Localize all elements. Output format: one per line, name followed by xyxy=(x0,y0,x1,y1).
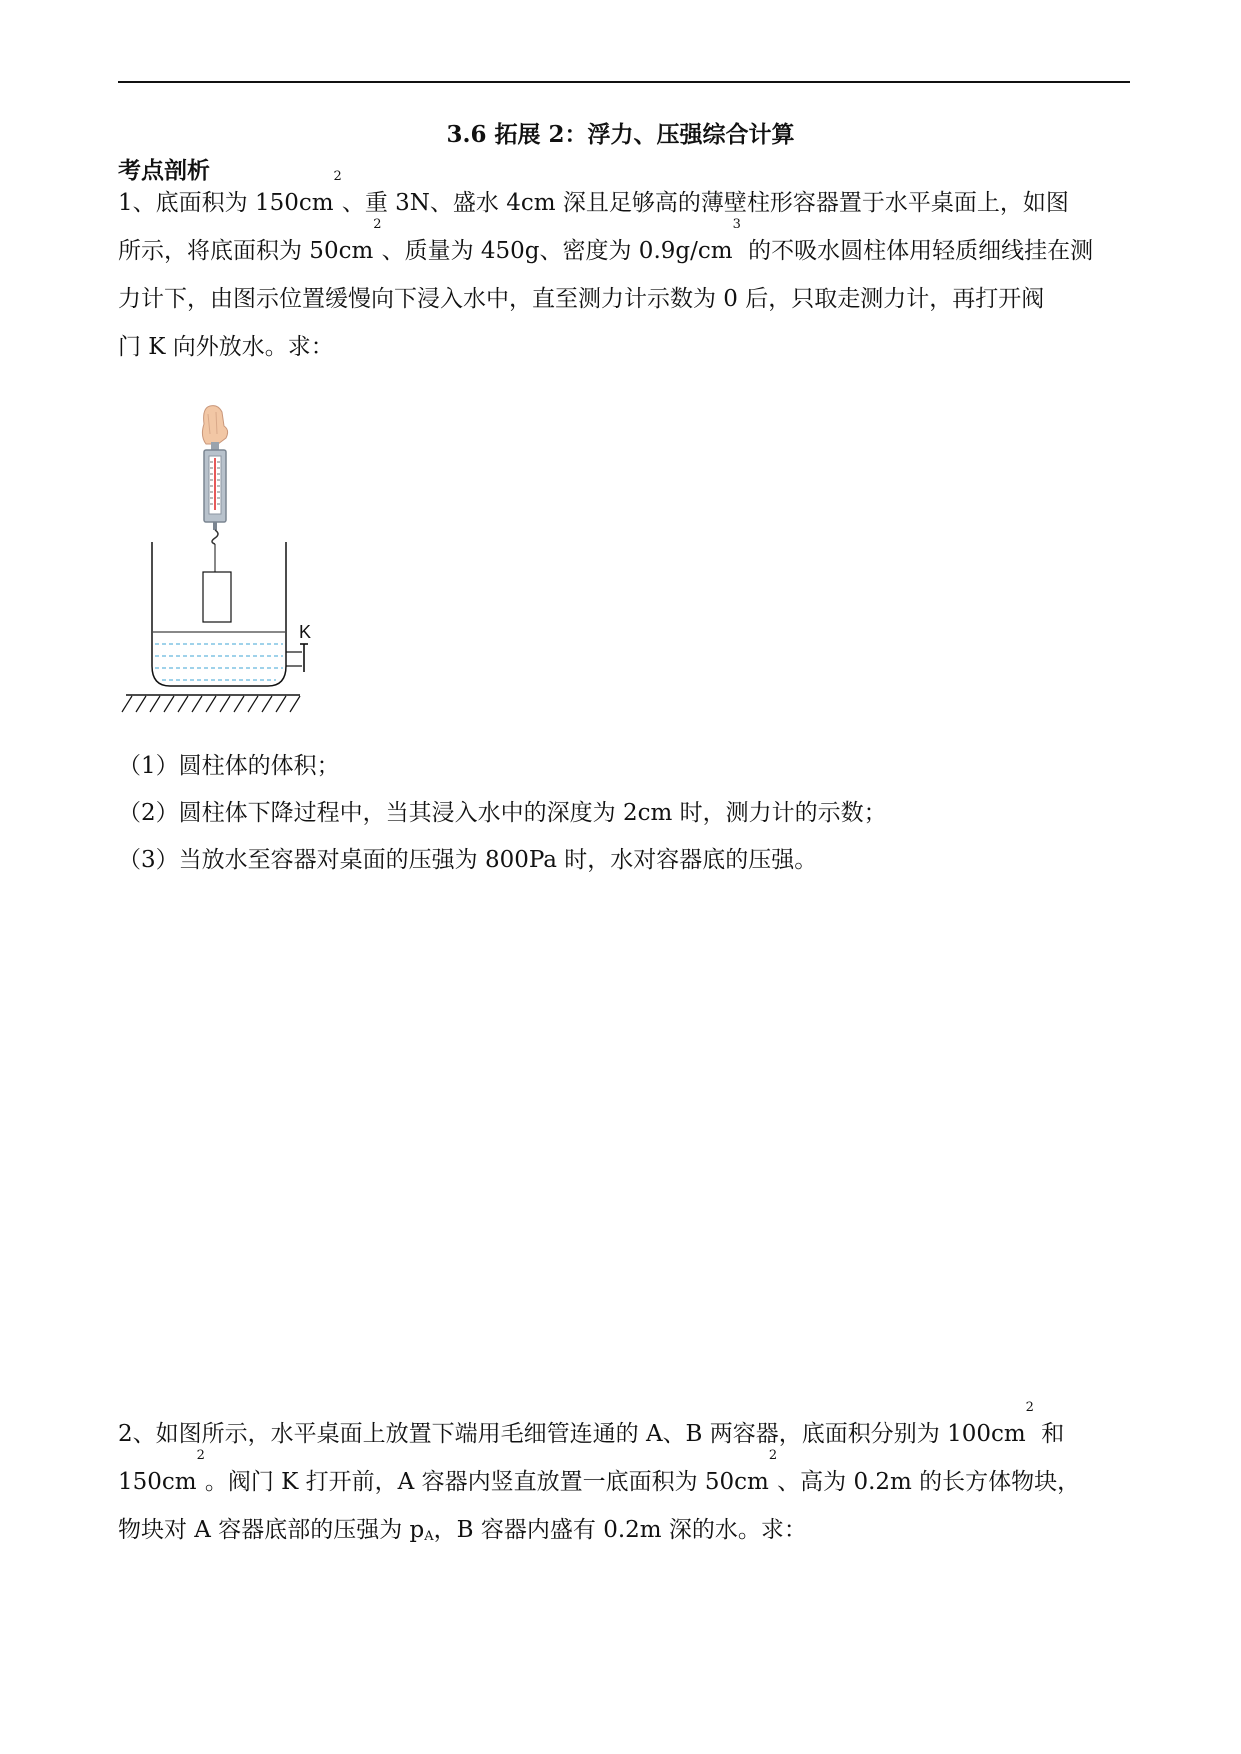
q1-subquestion-1: （1）圆柱体的体积； xyxy=(118,753,340,779)
question-1-figure xyxy=(118,404,348,724)
q2-line-2: $150cm^2$。阀门 K 打开前，A 容器内竖直放置一底面积为 $50cm^2$、高为 0.2m 的长方体物块， xyxy=(118,1448,1081,1495)
ground-hatching xyxy=(122,695,300,712)
cylinder-block xyxy=(203,572,231,622)
spring-scale-icon xyxy=(204,442,226,544)
q2-line-1: 2、如图所示，水平桌面上放置下端用毛细管连通的 A、B 两容器，底面积分别为 $100cm^2$ 和 xyxy=(118,1400,1065,1447)
apparatus-diagram xyxy=(118,404,348,724)
q1-line-1: 1、底面积为 $150cm^2$、重 3N、盛水 4cm 深且足够高的薄壁柱形容器置于水平桌面上，如图 xyxy=(118,169,1069,216)
q1-subquestion-3: （3）当放水至容器对桌面的压强为 800Pa 时，水对容器底的压强。 xyxy=(118,847,818,873)
hand-icon xyxy=(202,406,227,444)
q1-subquestion-2: （2）圆柱体下降过程中，当其浸入水中的深度为 2cm 时，测力计的示数； xyxy=(118,800,887,826)
header-rule xyxy=(118,81,1130,83)
page-title: 3.6 拓展 2：浮力、压强综合计算 xyxy=(446,121,795,148)
q2-line-3: 物块对 A 容器底部的压强为 $p_A$，B 容器内盛有 0.2m 深的水。求： xyxy=(118,1517,807,1544)
q1-line-2: 所示，将底面积为 $50cm^2$、质量为 450g、密度为 $0.9g/cm^3$ 的不吸水圆柱体用轻质细线挂在测 xyxy=(118,217,1094,264)
q1-line-3: 力计下，由图示位置缓慢向下浸入水中，直至测力计示数为 0 后，只取走测力计，再打开阀 xyxy=(118,286,1045,312)
valve-icon xyxy=(286,644,308,672)
q1-line-4: 门 K 向外放水。求： xyxy=(118,334,334,360)
question-2-text xyxy=(118,1400,1133,1554)
water-level xyxy=(153,632,285,680)
valve-label: K xyxy=(299,622,312,642)
section-heading: 考点剖析 xyxy=(118,157,210,184)
